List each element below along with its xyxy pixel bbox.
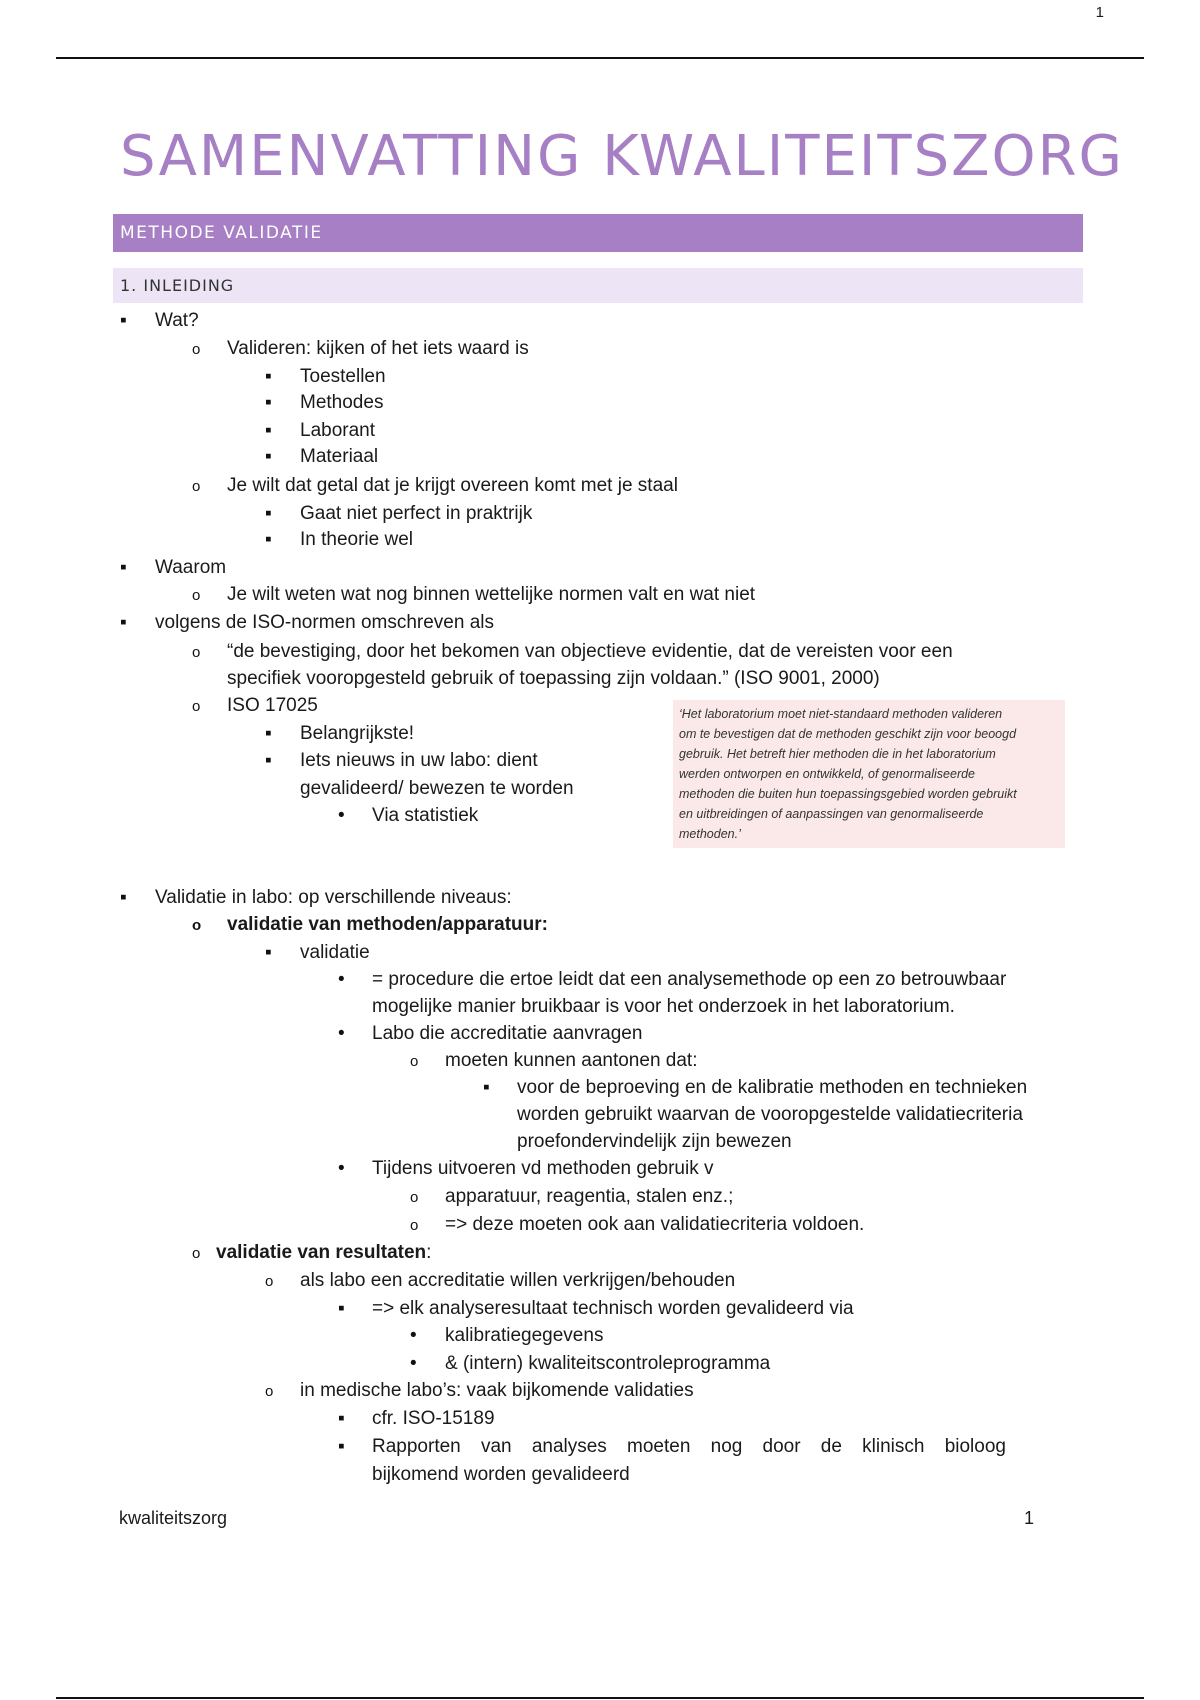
list-item: Je wilt weten wat nog binnen wettelijke normen valt en wat niet [227,584,756,605]
list-item: Toestellen [300,366,386,387]
square-bullet-icon [120,554,127,581]
list-item-continuation: bijkomend worden gevalideerd [372,1464,630,1485]
square-bullet-icon [120,307,127,334]
square-bullet-icon [265,939,272,966]
quote-line: ‘Het laboratorium moet niet-standaard methoden valideren [679,707,1003,721]
word: de [820,1436,842,1457]
list-item: Valideren: kijken of het iets waard is [227,338,529,359]
list-item: Wat? [155,310,199,331]
list-item: apparatuur, reagentia, stalen enz.; [445,1186,734,1207]
list-item-continuation: proefondervindelijk zijn bewezen [517,1131,792,1152]
list-item: => deze moeten ook aan validatiecriteria voldoen. [445,1214,865,1235]
list-item: als labo een accreditatie willen verkrijgen/behouden [300,1270,736,1291]
square-bullet-icon [265,363,272,390]
list-item: volgens de ISO-normen omschreven als [155,612,494,633]
list-item: voor de beproeving en de kalibratie methoden en technieken [517,1077,1028,1098]
circle-bullet-icon [192,581,200,609]
circle-bullet-icon [410,1047,418,1075]
quote-line: om te bevestigen dat de methoden geschikt zijn voor beoogd [679,727,1017,741]
quote-line: werden ontworpen en ontwikkeld, of genormaliseerde [679,767,976,781]
square-bullet-icon [265,443,272,470]
list-item-continuation: gevalideerd/ bewezen te worden [300,778,574,799]
list-item: validatie [300,942,370,963]
square-bullet-icon [338,1295,345,1322]
list-item: Via statistiek [372,805,479,826]
word: door [762,1436,801,1457]
list-item-justified [372,1433,1006,1460]
colon: : [426,1242,432,1263]
list-item-continuation: worden gebruikt waarvan de vooropgestelde validatiecriteria [517,1104,1023,1125]
document-title: SAMENVATTING KWALITEITSZORG [120,124,1124,189]
square-bullet-icon [265,389,272,416]
quote-line: methoden.’ [679,827,741,841]
circle-bullet-icon [192,638,200,666]
list-item: => elk analyseresultaat technisch worden gevalideerd via [372,1298,854,1319]
square-bullet-icon [338,1405,345,1432]
section-heading: METHODE VALIDATIE [113,214,1083,252]
dot-bullet-icon [338,966,345,993]
list-item: Iets nieuws in uw labo: dient [300,750,538,771]
circle-bullet-icon [410,1211,418,1239]
word: Rapporten [372,1436,461,1457]
list-item: Waarom [155,557,227,578]
list-item: in medische labo’s: vaak bijkomende validaties [300,1380,694,1401]
square-bullet-icon [338,1433,345,1460]
dot-bullet-icon [410,1322,417,1349]
list-item: Validatie in labo: op verschillende niveaus: [155,887,512,908]
square-bullet-icon [265,747,272,774]
square-bullet-icon [483,1074,490,1101]
bold-label: validatie van resultaten [216,1242,427,1263]
list-item: Methodes [300,392,384,413]
square-bullet-icon [265,500,272,527]
word: klinisch [862,1436,925,1457]
footer-label: kwaliteitszorg [119,1508,228,1528]
square-bullet-icon [265,526,272,553]
list-item: = procedure die ertoe leidt dat een analysemethode op een zo betrouwbaar [372,969,1007,990]
quote-line: gebruik. Het betreft hier methoden die in het laboratorium [679,747,996,761]
list-item: “de bevestiging, door het bekomen van objectieve evidentie, dat de vereisten voor een [227,641,953,662]
page-number-top: 1 [1095,4,1104,21]
list-item-continuation: specifiek vooropgesteld gebruik of toepassing zijn voldaan.” (ISO 9001, 2000) [227,668,880,689]
square-bullet-icon [120,609,127,636]
list-item-continuation: mogelijke manier bruikbaar is voor het onderzoek in het laboratorium. [372,996,955,1017]
circle-bullet-icon [192,1239,200,1267]
word: moeten [627,1436,691,1457]
word: bioloog [944,1436,1006,1457]
list-item: ISO 17025 [227,695,318,716]
footer-page-number: 1 [1024,1508,1035,1528]
list-item: cfr. ISO-15189 [372,1408,495,1429]
dot-bullet-icon [338,1020,345,1047]
dot-bullet-icon [338,1155,345,1182]
iso-quote-box [673,700,1065,848]
bottom-rule [56,1697,1144,1699]
circle-bullet-icon [192,472,200,500]
list-item: Labo die accreditatie aanvragen [372,1023,643,1044]
list-item [216,1239,431,1266]
list-item: Materiaal [300,446,379,467]
list-item: moeten kunnen aantonen dat: [445,1050,698,1071]
word: van [480,1436,512,1457]
quote-line: en uitbreidingen of aanpassingen van genormaliseerde [679,807,984,821]
list-item: Belangrijkste! [300,723,415,744]
header-rule [56,57,1144,59]
list-item: Tijdens uitvoeren vd methoden gebruik v [372,1158,714,1179]
circle-bullet-icon [192,335,200,363]
word: analyses [531,1436,607,1457]
list-item: kalibratiegegevens [445,1325,604,1346]
circle-bullet-icon [265,1377,273,1405]
circle-bullet-icon [265,1267,273,1295]
circle-bullet-icon [192,692,200,720]
square-bullet-icon [120,884,127,911]
list-item: Gaat niet perfect in praktrijk [300,503,533,524]
list-item: validatie van methoden/apparatuur: [227,914,548,935]
circle-bullet-icon [410,1183,418,1211]
subsection-heading: 1. INLEIDING [113,268,1083,303]
square-bullet-icon [265,720,272,747]
word: nog [710,1436,743,1457]
quote-line: methoden die buiten hun toepassingsgebied worden gebruikt [679,787,1017,801]
circle-bullet-icon [192,911,201,939]
dot-bullet-icon [338,802,345,829]
list-item: & (intern) kwaliteitscontroleprogramma [445,1353,771,1374]
dot-bullet-icon [410,1350,417,1377]
list-item: In theorie wel [300,529,414,550]
square-bullet-icon [265,417,272,444]
list-item: Laborant [300,420,376,441]
list-item: Je wilt dat getal dat je krijgt overeen komt met je staal [227,475,678,496]
